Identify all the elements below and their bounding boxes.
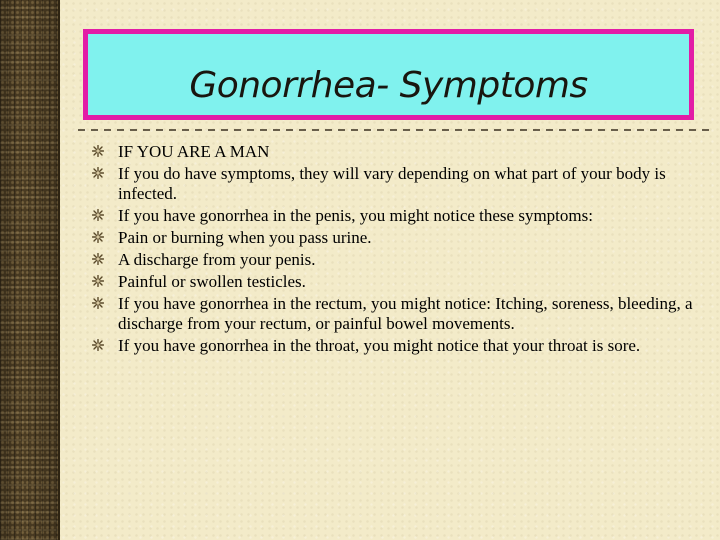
asterisk-flower-icon bbox=[92, 167, 104, 179]
bullet-text: If you have gonorrhea in the penis, you might notice these symptoms: bbox=[118, 206, 593, 225]
bullet-text: If you do have symptoms, they will vary depending on what part of your body is infected. bbox=[118, 164, 666, 203]
bullet-item bbox=[92, 164, 702, 204]
asterisk-flower-icon bbox=[92, 231, 104, 243]
bullet-item bbox=[92, 206, 702, 226]
asterisk-flower-icon bbox=[92, 209, 104, 221]
asterisk-flower-icon bbox=[92, 297, 104, 309]
bullet-item bbox=[92, 272, 702, 292]
bullet-list bbox=[92, 142, 702, 358]
bullet-item bbox=[92, 336, 702, 356]
bullet-item bbox=[92, 228, 702, 248]
bullet-item bbox=[92, 142, 702, 162]
slide-title: Gonorrhea- Symptoms bbox=[189, 65, 588, 106]
bullet-item bbox=[92, 250, 702, 270]
bullet-text: If you have gonorrhea in the throat, you might notice that your throat is sore. bbox=[118, 336, 641, 355]
bullet-text: If you have gonorrhea in the rectum, you might notice: Itching, soreness, bleeding, a discharge from your rectum, or painful bowel movements. bbox=[118, 294, 693, 333]
asterisk-flower-icon bbox=[92, 275, 104, 287]
bullet-text: IF YOU ARE A MAN bbox=[118, 142, 270, 161]
asterisk-flower-icon bbox=[92, 145, 104, 157]
title-banner bbox=[83, 29, 694, 120]
dashed-divider bbox=[78, 125, 710, 135]
asterisk-flower-icon bbox=[92, 339, 104, 351]
bullet-text: Pain or burning when you pass urine. bbox=[118, 228, 372, 247]
bullet-text: Painful or swollen testicles. bbox=[118, 272, 306, 291]
bullet-text: A discharge from your penis. bbox=[118, 250, 316, 269]
side-strip-shading bbox=[0, 0, 58, 540]
bullet-item bbox=[92, 294, 702, 334]
asterisk-flower-icon bbox=[92, 253, 104, 265]
